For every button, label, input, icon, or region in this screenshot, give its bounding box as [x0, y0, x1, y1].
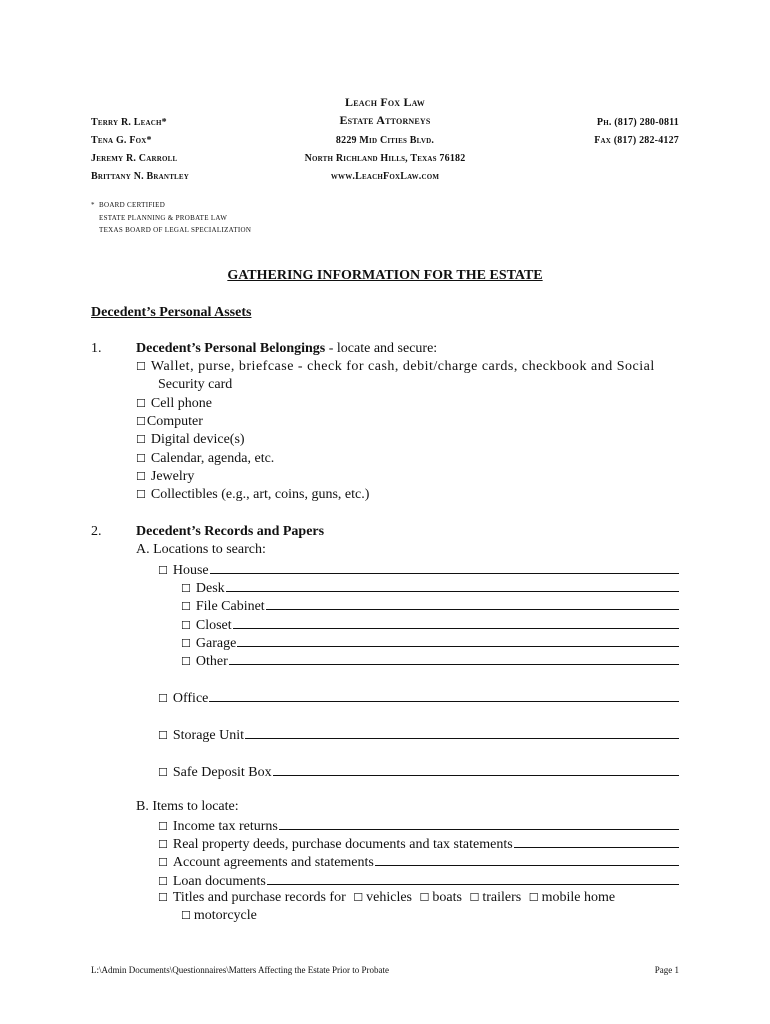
checkbox-icon[interactable]: ☐: [181, 909, 191, 922]
cert-line: TEXAS BOARD OF LEGAL SPECIALIZATION: [99, 226, 252, 234]
fill-in-line[interactable]: [514, 835, 679, 848]
checklist-item[interactable]: ☐Computer: [136, 414, 203, 429]
checkbox-icon[interactable]: ☐: [528, 891, 539, 904]
location-office-row[interactable]: ☐ Office: [158, 689, 679, 707]
fill-in-line[interactable]: [267, 872, 679, 885]
checkbox-icon[interactable]: ☐: [158, 856, 168, 869]
checklist-item-continued: Security card: [158, 377, 233, 392]
checkbox-icon[interactable]: ☐: [136, 397, 146, 410]
item-locate-row[interactable]: ☐ Loan documents: [158, 872, 679, 890]
checklist-item[interactable]: ☐ Collectibles (e.g., art, coins, guns, etc.): [136, 487, 370, 502]
option-boats: boats: [432, 890, 462, 905]
checkbox-icon[interactable]: ☐: [158, 692, 168, 705]
checkbox-icon[interactable]: ☐: [158, 729, 168, 742]
checkbox-icon[interactable]: ☐: [181, 582, 191, 595]
document-title: GATHERING INFORMATION FOR THE ESTATE: [227, 268, 543, 283]
checkbox-icon[interactable]: ☐: [136, 470, 146, 483]
cert-line: ESTATE PLANNING & PROBATE LAW: [99, 214, 228, 222]
fill-in-line[interactable]: [266, 597, 679, 610]
checkbox-icon[interactable]: ☐: [158, 838, 168, 851]
option-vehicles: vehicles: [366, 890, 413, 905]
location-storage-row[interactable]: ☐ Storage Unit: [158, 726, 679, 744]
checkbox-icon[interactable]: ☐: [136, 488, 146, 501]
location-sub-row[interactable]: ☐ Desk: [181, 579, 679, 597]
checkbox-icon[interactable]: ☐: [181, 637, 191, 650]
firm-address-city: North Richland Hills, Texas 76182: [304, 153, 466, 164]
fill-in-line[interactable]: [229, 652, 679, 665]
firm-fax: Fax (817) 282-4127: [594, 135, 679, 146]
item-heading-title: Decedent’s Personal Belongings: [136, 341, 326, 356]
checkbox-icon[interactable]: ☐: [136, 452, 146, 465]
option-mobile-home: mobile home: [541, 890, 616, 905]
item-locate-row[interactable]: ☐ Real property deeds, purchase documents and tax statements: [158, 835, 679, 853]
item-locate-row[interactable]: ☐ Account agreements and statements: [158, 853, 679, 871]
checkbox-icon[interactable]: ☐: [158, 891, 168, 904]
item-heading-title: Decedent’s Records and Papers: [136, 524, 325, 539]
item-number: 1.: [91, 341, 102, 356]
section-title: Decedent’s Personal Assets: [91, 305, 252, 320]
firm-subtitle: Estate Attorneys: [339, 113, 431, 127]
fill-in-line[interactable]: [273, 763, 679, 776]
item-heading: [136, 341, 437, 357]
fill-in-line[interactable]: [237, 634, 679, 647]
checkbox-icon[interactable]: ☐: [136, 360, 146, 373]
cert-star: *: [91, 201, 95, 209]
option-trailers: trailers: [482, 890, 522, 905]
checkbox-icon[interactable]: ☐: [158, 875, 168, 888]
titles-row: ☐ Titles and purchase records for ☐ vehicles ☐ boats ☐ trailers ☐ mobile home: [158, 890, 616, 905]
fill-in-line[interactable]: [226, 579, 679, 592]
fill-in-line[interactable]: [209, 689, 679, 702]
checkbox-icon[interactable]: ☐: [136, 433, 146, 446]
attorney-name: Brittany N. Brantley: [91, 171, 190, 182]
checklist-item[interactable]: ☐ Wallet, purse, briefcase - check for cash, debit/charge cards, checkbook and Social: [136, 359, 655, 374]
fill-in-line[interactable]: [233, 616, 679, 629]
attorney-name: Terry R. Leach*: [91, 117, 167, 128]
subsection-label: B. Items to locate:: [136, 799, 239, 814]
checklist-item[interactable]: ☐ Cell phone: [136, 396, 212, 411]
fill-in-line[interactable]: [279, 817, 679, 830]
checklist-item[interactable]: ☐ Calendar, agenda, etc.: [136, 451, 275, 466]
footer-page-number: Page 1: [654, 965, 679, 975]
location-house-row[interactable]: ☐ House: [158, 561, 679, 579]
firm-phone: Ph. (817) 280-0811: [596, 117, 679, 128]
location-sub-row[interactable]: ☐ File Cabinet: [181, 597, 679, 615]
firm-website[interactable]: www.LeachFoxLaw.com: [330, 171, 440, 182]
item-locate-row[interactable]: ☐ Income tax returns: [158, 817, 679, 835]
fill-in-line[interactable]: [210, 561, 679, 574]
subsection-label: A. Locations to search:: [136, 542, 266, 557]
checkbox-icon[interactable]: ☐: [469, 891, 480, 904]
item-heading-rest: - locate and secure:: [325, 341, 438, 356]
checkbox-icon[interactable]: ☐: [419, 891, 430, 904]
footer-file-path: L:\Admin Documents\Questionnaires\Matters Affecting the Estate Prior to Probate: [91, 965, 390, 975]
checkbox-icon[interactable]: ☐: [136, 415, 146, 428]
cert-line: BOARD CERTIFIED: [99, 201, 166, 209]
firm-name: Leach Fox Law: [345, 95, 425, 109]
fill-in-line[interactable]: [245, 726, 679, 739]
checkbox-icon[interactable]: ☐: [158, 766, 168, 779]
item-number: 2.: [91, 524, 102, 539]
attorney-name: Tena G. Fox*: [91, 135, 152, 146]
location-sub-row[interactable]: ☐ Closet: [181, 616, 679, 634]
option-motorcycle: motorcycle: [193, 908, 257, 923]
checkbox-icon[interactable]: ☐: [181, 655, 191, 668]
checklist-item[interactable]: ☐ Digital device(s): [136, 432, 245, 447]
checkbox-icon[interactable]: ☐: [158, 564, 168, 577]
location-sub-row[interactable]: ☐ Other: [181, 652, 679, 670]
titles-row-cont: [181, 908, 257, 924]
location-safe-row[interactable]: ☐ Safe Deposit Box: [158, 763, 679, 781]
checkbox-icon[interactable]: ☐: [181, 600, 191, 613]
location-sub-row[interactable]: ☐ Garage: [181, 634, 679, 652]
checklist-item[interactable]: ☐ Jewelry: [136, 469, 195, 484]
checkbox-icon[interactable]: ☐: [353, 891, 364, 904]
firm-address-street: 8229 Mid Cities Blvd.: [335, 135, 435, 146]
checkbox-icon[interactable]: ☐: [181, 619, 191, 632]
attorney-name: Jeremy R. Carroll: [91, 153, 178, 164]
checkbox-icon[interactable]: ☐: [158, 820, 168, 833]
fill-in-line[interactable]: [375, 853, 679, 866]
